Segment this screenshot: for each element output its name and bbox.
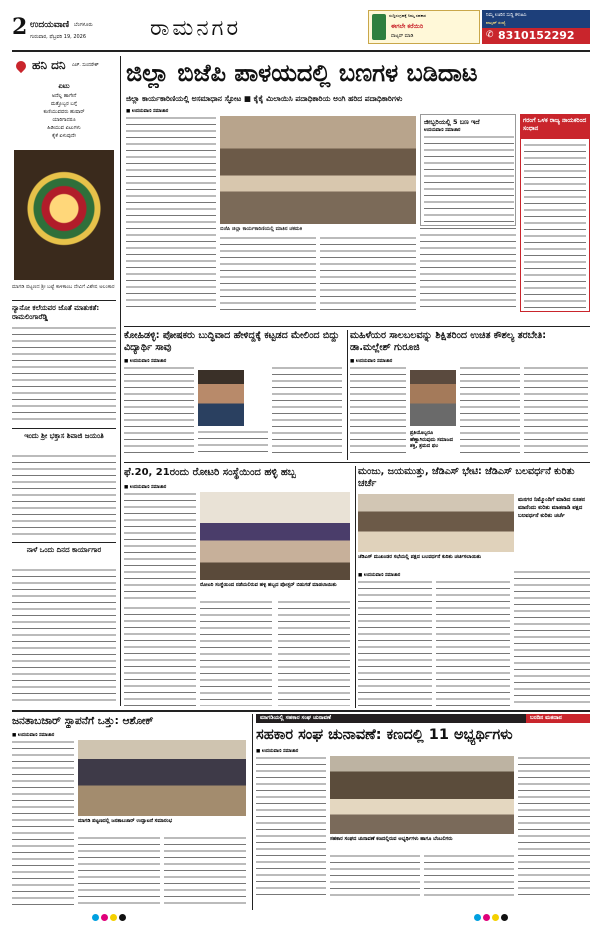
ad-banner-1 [368,10,480,44]
date: ಗುರುವಾರ, ಫೆಬ್ರವರಿ 19, 2026 [30,34,87,40]
ad-banner-1-line3: ವಾಟ್ಸಪ್ ಮಾಡಿ [391,34,414,39]
story-malik [350,330,590,460]
bottom2-body-col2 [330,854,420,900]
ad-banner-2-line1: ನಿಮ್ಮ ಊರಿನ ಸುದ್ದಿ ಕಳುಹಿಸಿ [486,13,527,18]
koli-body-col3 [272,366,342,456]
sidebar-story2-headline: ನ್ಯಾನೋ ಕಲೆಯವರ ಜೊತೆ ಮಾತುಕತೆ: ರಾಮಲಿಂಗಾರೆಡ್ಡಿ [12,304,100,321]
sidebar-box-2 [520,114,590,312]
paper-name: ಉದಯವಾಣಿ [30,20,70,30]
sidebar-story4-body [12,568,116,702]
rotary-byline: ■ ಉದಯವಾಣಿ ಸಮಾಚಾರ [124,485,167,490]
bottom-story-1 [12,714,248,910]
manju-byline: ■ ಉದಯವಾಣಿ ಸಮಾಚಾರ [358,573,401,578]
phone-icon: ✆ [486,30,494,40]
poem-line: ಕುಣಿಯುವವರು ಹುಷಾರ್ [43,109,85,115]
lead-body-col1 [126,116,216,312]
deity-photo [14,150,114,280]
reg-mark [474,914,481,921]
bottom2-kicker-right: ಬರದಿನ ಮತದಾನ [526,714,590,723]
bottom2-byline: ■ ಉದಯವಾಣಿ ಸಮಾಚಾರ [256,749,299,754]
section-rule [124,462,590,463]
story-rotary [124,466,352,708]
divider [12,300,116,301]
ad-banner-2-line2: ವಾಟ್ಸಪ್ ಸಂಖ್ಯೆ [486,20,506,25]
manju-body-col3 [514,570,590,706]
rotary-headline: ಫೆ.20, 21ರಂದು ರೋಟರಿ ಸಂಸ್ಥೆಯಿಂದ ಹಳ್ಳಿ ಹಬ್ಬ [124,467,296,478]
lead-byline: ■ ಉದಯವಾಣಿ ಸಮಾಚಾರ [126,109,169,114]
box1-headline: ಜೀಬ್ಬರಿಯಲ್ಲಿ 5 ಬಣ ಇದೆ [424,118,480,126]
hani-dani-logo [12,56,116,76]
sidebar-brand: ಹನಿ ದನಿ [32,58,66,72]
bottom1-photo [78,740,246,816]
rotary-body-col2 [200,600,272,706]
ad-phone: 8310152292 [498,29,575,42]
malik-headline: ಮಹಿಳೆಯರ ಸಾಲಬಲವನ್ನು ಶಿಕ್ಷಿತರಿಂದ ಉಚಿತ ಕೌಶಲ್ಯ ತರಬೇತಿ: ಡಾ.ಮಲ್ಲೇಶ್ ಗುರೂಜಿ [350,330,547,353]
bottom1-byline: ■ ಉದಯವಾಣಿ ಸಮಾಚಾರ [12,733,55,738]
malik-body-col1 [350,366,406,456]
bottom1-body-col3 [164,836,246,908]
sidebar-story4-headline: ನಾಳೆ ಒಂದು ದಿನದ ಕಾರ್ಯಾಗಾರ [26,546,102,554]
deity-photo-caption: ಮಾಗಡಿ ಪಟ್ಟಣದ ಶ್ರೀ ಬಟ್ಟೆ ಕಾಳಿಕಾಂಬ ದೇವಿಗೆ ವಿಶೇಷ ಅಲಂಕಾರ [12,284,115,290]
poem-line: ಮತ್ತೊಬ್ಬರ ಬಗ್ಗೆ [51,101,77,107]
column-divider [355,466,356,708]
box2-body [524,143,586,309]
manju-body-col2 [436,580,510,706]
ad-banner-1-line1: ಸುದ್ದಿಸಂಗ್ರಹಕ್ಕೆ ನಿಮ್ಮ ಸಹಕಾರ [389,13,427,18]
reg-mark [101,914,108,921]
sidebar-author: ಎಚ್. ಸುಂದರೇಶ್ [72,63,99,68]
bottom2-body-col3 [424,854,514,900]
bottom2-headline: ಸಹಕಾರ ಸಂಘ ಚುನಾವಣೆ: ಕಣದಲ್ಲಿ 11 ಅಭ್ಯರ್ಥಿಗಳು [256,727,513,743]
page-number: 2 [12,14,28,40]
ad-banner-1-line2: ಈಗಲೇ ಕರೆಯಿರಿ [391,23,424,30]
manju-pullquote: ಮನಗರ ನಿಮ್ಮೊಂದಿಗೆ ಮಾಡಿದ ನೂತನ ಮಾನೆಂದು ಕುರಿತು ಮಾತನಾಡಿ ಪಕ್ಷದ ಬಲವರ್ಧನೆ ಕುರಿತು ಚರ್ಚೆ [518,497,585,519]
poem-line: ಕೈಕೆ ಏಳುವುದೇ [52,133,76,139]
reg-mark [119,914,126,921]
lead-body-col2 [220,236,316,312]
koli-body-col2 [198,430,268,456]
lead-photo [220,116,416,224]
manju-headline: ಮಂಜು, ಜಯಮುತ್ತು, ಜೆಡಿಎಸ್ ಭೇಟಿ: ಜೆಡಿಎಸ್ ಬಲವರ್ಧನೆ ಕುರಿತು ಚರ್ಚೆ [358,466,575,489]
sidebar-story3-headline: ಇಂದು ಶ್ರೀ ಭಕ್ತಾಸ ಶಿವಾಜಿ ಜಯಂತಿ [24,432,104,440]
bottom2-photo-caption: ಸಹಕಾರ ಸಂಘದ ಚುನಾವಣೆ ಕಣದಲ್ಲಿರುವ ಅಭ್ಯರ್ಥಿಗಳು ಹಾಗೂ ಬೆಂಬಲಿಗರು [330,836,453,842]
box1-byline: ಉದಯವಾಣಿ ಸಮಾಚಾರ [424,128,461,133]
masthead-rule [12,50,590,52]
reg-mark [92,914,99,921]
lead-body-col3 [320,236,416,312]
column-divider [347,330,348,460]
sidebar-box-1 [420,114,516,226]
lead-headline: ಜಿಲ್ಲಾ ಬಿಜೆಪಿ ಪಾಳಯದಲ್ಲಿ ಬಣಗಳ ಬಡಿದಾಟ [126,58,478,87]
sidebar-story2-body [12,326,116,424]
bottom1-body-col2 [78,836,160,908]
reg-mark [110,914,117,921]
column-divider [252,714,253,910]
bottom2-body-col1 [256,756,326,900]
sidebar [12,56,116,706]
rotary-body-col1 [124,492,196,602]
malik-byline: ■ ಉದಯವಾಣಿ ಸಮಾಚಾರ [350,359,393,364]
manju-body-col1 [358,580,432,706]
ad-banner-2 [482,10,590,44]
reg-mark [492,914,499,921]
sidebar-story3-body [12,454,116,538]
koli-headline: ಕೋಹಿಡಳ್ಳಿ: ಪೋಷಕರು ಬುದ್ಧಿವಾದ ಹೇಳಿದ್ದಕ್ಕೆ ಕಟ್ಟಡದ ಮೇಲಿಂದ ಬಿದ್ದು ವಿದ್ಯಾರ್ಥಿ ಸಾವು [124,330,340,353]
bottom1-headline: ಜನತಾಬಜಾರ್ ಸ್ಥಾಪನೆಗೆ ಒತ್ತು: ಆಶೋಕ್ [12,715,154,727]
divider [12,428,116,429]
manju-photo-caption: ಜೆಡಿಎಸ್ ಮುಖಂಡರ ಸಭೆಯಲ್ಲಿ ಪಕ್ಷದ ಬಲವರ್ಧನೆ ಕುರಿತು ಚರ್ಚಿಸಲಾಯಿತು [358,554,482,560]
malik-body-col3 [524,366,588,456]
lead-subheadline: ಜಿಲ್ಲಾ ಕಾರ್ಯಕಾರಿಣಿಯಲ್ಲಿ ಅಸಮಾಧಾನ ಸ್ಫೋಟ ■ ಕೈಕೈ ಮಿಲಾಯಿಸಿ ಪದಾಧಿಕಾರಿಯ ಅಂಗಿ ಹರಿದ ಪದಾಧಿಕಾರಿಗಳು [126,94,403,103]
rotary-body-col1b [124,606,196,706]
phone-icon [372,14,386,40]
bottom1-body-col1 [12,740,74,908]
color-registration-marks [0,912,600,924]
lead-photo-caption: ಬಿಜೆಪಿ ಜಿಲ್ಲಾ ಕಾರ್ಯಕಾರಿಣಿಯಲ್ಲಿ ಮಾತಿನ ಚಕಮಕಿ [220,226,303,232]
column-divider [120,56,121,706]
bottom2-body-col4 [518,756,590,900]
bottom2-kicker: ಮಾಗಡಿಯಲ್ಲಿ ಸಹಕಾರ ಸಂಘ ಚುನಾವಣೆ [260,715,331,721]
story-manju [358,466,590,708]
malik-photo [410,370,456,426]
koli-photo [198,370,244,426]
poem-line: ಅದೆಲ್ಲ ಹಾಗೇನೆ [51,93,77,99]
box2-headline: ಗರಂಗೆ ಒಳಕ ರಾಜ್ಯ ನಾಯಕರಿಂದ ಸಂಧಾನ [521,115,589,139]
divider [12,542,116,543]
drop-icon [14,59,28,73]
bottom1-photo-caption: ಮಾಗಡಿ ಪಟ್ಟಣದಲ್ಲಿ ಜನತಾಬಜಾರ್ ಉದ್ಘಾಟನೆ ಸಮಾರಂಭ [78,818,173,824]
poem-line: ಹಿಡಿಯುವ ಏಟುಗಳು [47,125,81,131]
section-rule [124,326,590,327]
edition: ಬೆಂಗಳೂರು [74,22,93,28]
koli-byline: ■ ಉದಯವಾಣಿ ಸಮಾಚಾರ [124,359,167,364]
box1-body [424,135,514,223]
bottom2-photo [330,756,514,834]
reg-mark [501,914,508,921]
koli-body-col1 [124,366,194,456]
rotary-body-col3 [278,600,350,706]
section-rule [12,710,590,712]
story-koli [124,330,344,460]
bottom-story-2 [256,714,590,910]
section-title: ರಾಮನಗರ [150,16,242,41]
manju-photo [358,494,514,552]
poem-title: ಏಟು [58,82,70,90]
lead-story [124,54,590,324]
malik-pullquote: ಪ್ರತಿಯೊಬ್ಬರೂ ಹೆಣ್ಣಾಗಿರುವುದು ಸಮಾಜದ ಶಕ್ತಿ, ಶ್ರಮದ ಫಲ [410,430,453,449]
reg-mark [483,914,490,921]
poem [12,92,116,140]
malik-body-col2 [460,366,520,456]
poem-line: ಯಾರಿಗಾದರೂ [52,117,76,123]
rotary-photo-caption: ರೋಟರಿ ಸಂಸ್ಥೆಯಿಂದ ನಡೆಯಲಿರುವ ಹಳ್ಳಿ ಹಬ್ಬದ ಪೋಸ್ಟರ್ ಬಿಡುಗಡೆ ಮಾಡಲಾಯಿತು [200,582,337,588]
rotary-photo [200,492,350,580]
